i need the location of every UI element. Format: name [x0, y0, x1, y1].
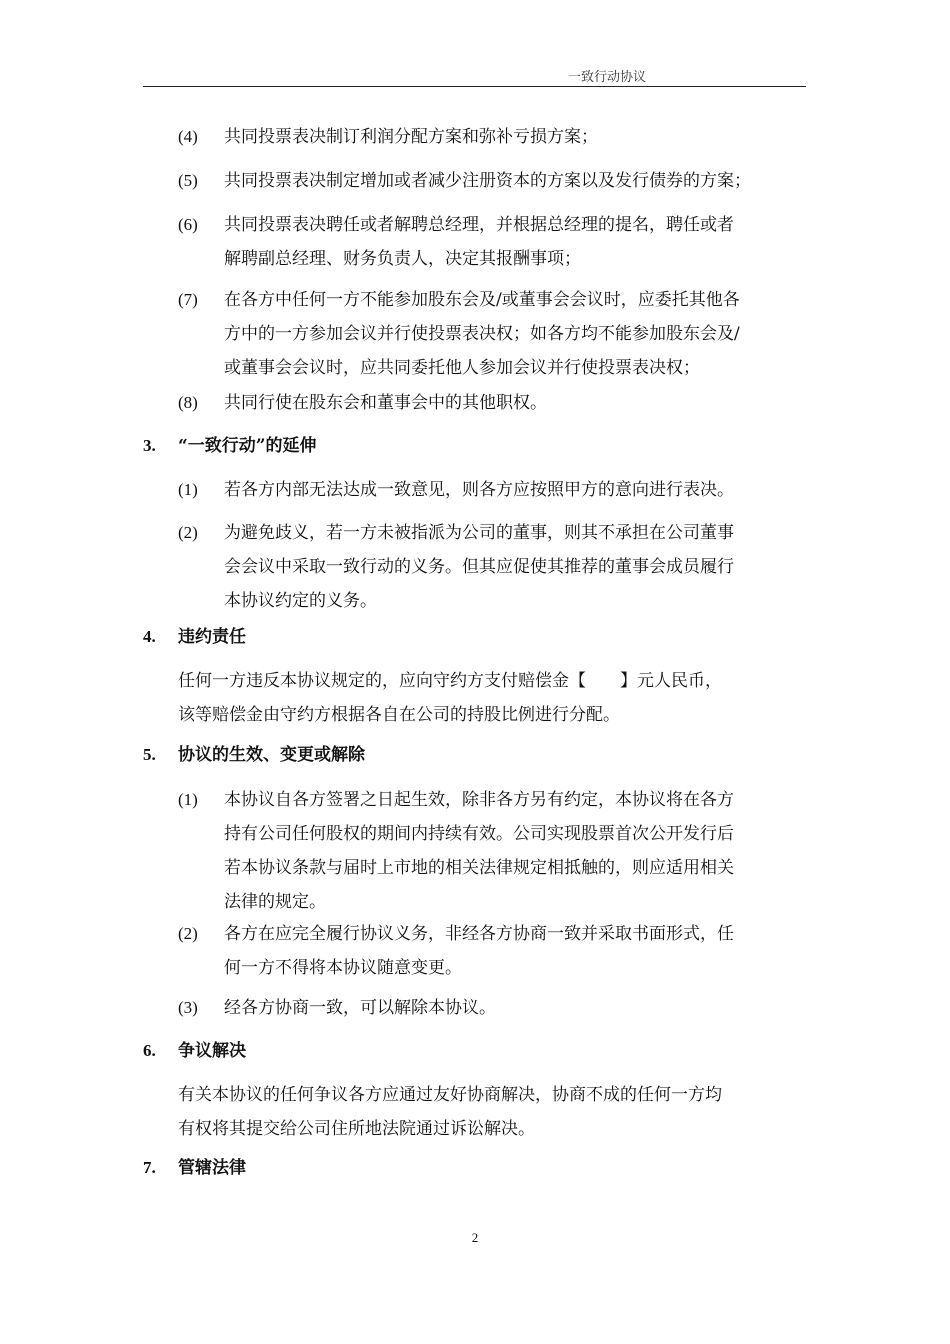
header-title: 一致行动协议: [567, 70, 646, 85]
paragraph: 任何一方违反本协议规定的，应向守约方支付赔偿金【 】元人民币， 该等赔偿金由守约方根据各自在公司的持股比例进行分配。: [178, 671, 722, 725]
page-header: [143, 66, 806, 87]
paragraph: 有关本协议的任何争议各方应通过友好协商解决，协商不成的任何一方均 有权将其提交给公司住所地法院通过诉讼解决。: [178, 1085, 722, 1139]
page-number: 2: [471, 1230, 479, 1245]
